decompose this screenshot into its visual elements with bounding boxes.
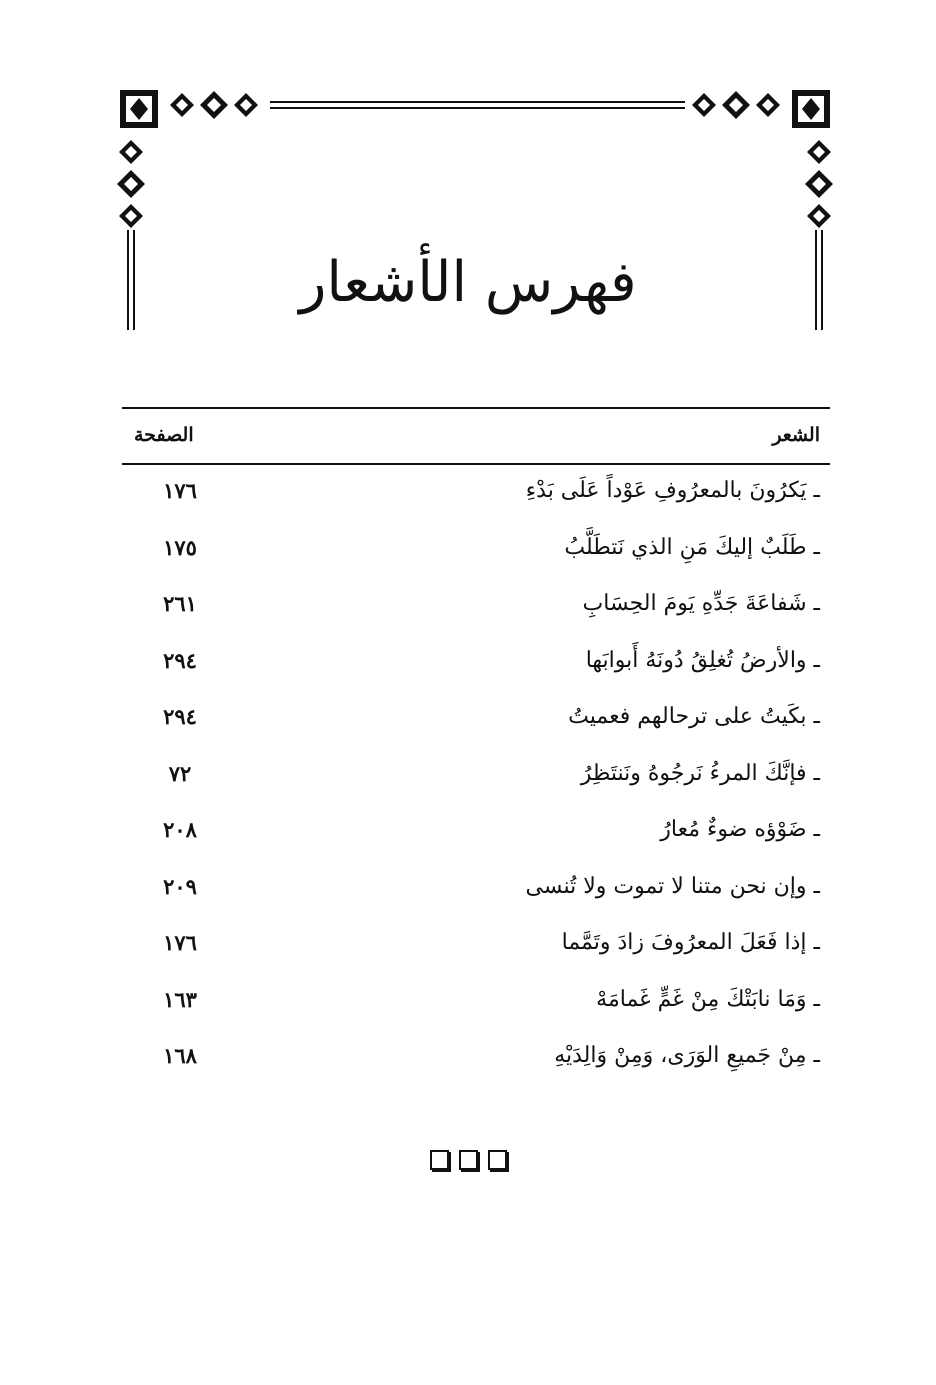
verse-text: ـ شَفاعَةَ جَدِّهِ يَومَ الحِسَابِ (582, 591, 820, 616)
verse-text: ـ طَلَبٌ إليكَ مَنِ الذي نَتطَلَّبُ (564, 534, 820, 560)
verse-text: ـ فإنَّكَ المرءُ نَرجُوهُ ونَنتَظِرُ (580, 760, 820, 786)
page-number: ١٦٣ (163, 986, 197, 1012)
page-title: فهرس الأشعار (299, 249, 637, 315)
section-end-ornament (0, 1150, 936, 1170)
table-row (122, 531, 830, 588)
table-row (122, 983, 830, 1040)
verse-text: ـ إذا فَعَلَ المعرُوفَ زادَ وتَمَّما (561, 930, 820, 955)
page-number: ٧٢ (168, 760, 192, 786)
verse-text: ـ والأرضُ تُغلِقُ دُونَهُ أَبوابَها (585, 647, 820, 673)
verse-text: ـ يَكرُونَ بالمعرُوفِ عَوْداً عَلَى بَدْءِ (525, 478, 820, 503)
column-header-poetry: الشعر (772, 424, 820, 446)
table-row (122, 474, 830, 531)
table-header (122, 424, 830, 454)
table-header-rule (122, 463, 830, 465)
page-number: ١٦٨ (163, 1043, 197, 1068)
verse-text: ـ ضَوْؤه ضوءٌ مُعارُ (660, 817, 820, 842)
page-number: ٢٠٨ (163, 817, 197, 842)
table-row (122, 813, 830, 870)
column-header-page: الصفحة (134, 424, 194, 446)
table-row (122, 587, 830, 644)
verse-text: ـ مِنْ جَميعِ الوَرَى، وَمِنْ وَالِدَيْهِ (554, 1043, 820, 1068)
table-row (122, 870, 830, 927)
verse-text: ـ وَمَا نابَتْكَ مِنْ غَمٍّ غَمامَهْ (596, 986, 820, 1012)
page-number: ٢٩٤ (163, 704, 197, 729)
table-row (122, 1039, 830, 1096)
page-number: ١٧٦ (163, 478, 197, 503)
page-number: ٢٠٩ (163, 873, 197, 899)
table-row (122, 757, 830, 814)
end-square-icon (459, 1150, 478, 1170)
end-square-icon (488, 1150, 507, 1170)
page-number: ١٧٦ (163, 930, 197, 955)
table-row (122, 700, 830, 757)
table-top-rule (122, 407, 830, 409)
poetry-index-table (122, 474, 830, 1096)
table-row (122, 926, 830, 983)
page-number: ٢٦١ (163, 591, 197, 616)
page-number: ١٧٥ (163, 534, 197, 560)
table-row (122, 644, 830, 701)
verse-text: ـ وإن نحن متنا لا تموت ولا تُنسى (525, 873, 820, 899)
page-number: ٢٩٤ (163, 647, 197, 673)
end-square-icon (430, 1150, 449, 1170)
verse-text: ـ بكَيتُ على ترحالهم فعميتُ (568, 704, 820, 729)
